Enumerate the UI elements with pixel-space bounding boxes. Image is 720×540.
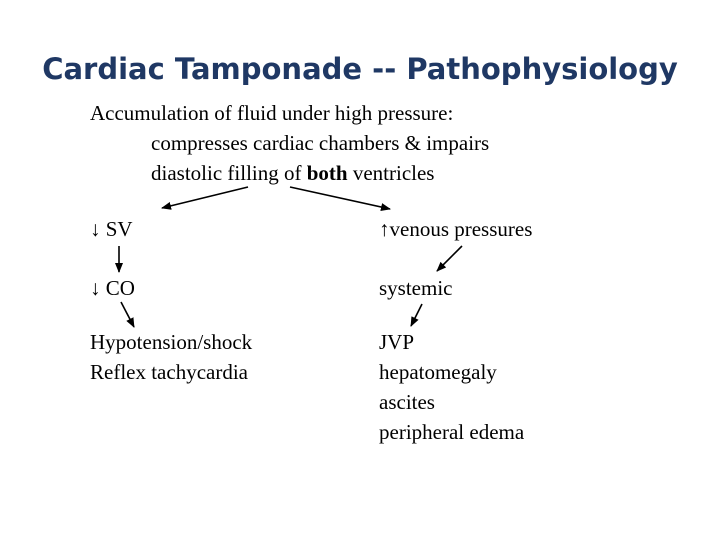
intro-line-2: compresses cardiac chambers & impairs (151, 131, 490, 155)
effect-hypotension: Hypotension/shock (90, 330, 253, 354)
down-arrow-icon: ↓ (90, 276, 101, 300)
arrow-systemic-to-effects (411, 304, 422, 326)
venous-label: venous pressures (389, 217, 533, 241)
effect-hepatomegaly: hepatomegaly (379, 360, 497, 384)
systemic-node: systemic (379, 276, 453, 300)
emphasis-both: both (306, 161, 348, 185)
arrow-co-to-effects (121, 302, 134, 327)
effect-ascites: ascites (379, 390, 435, 414)
effect-tachycardia: Reflex tachycardia (90, 360, 248, 384)
intro-line-3: diastolic filling of both ventricles (151, 161, 435, 185)
co-label: CO (105, 276, 135, 300)
up-arrow-icon: ↑ (379, 217, 390, 241)
arrow-to-venous (290, 187, 390, 209)
arrow-venous-to-systemic (437, 246, 462, 271)
down-arrow-icon: ↓ (90, 217, 101, 241)
effect-peripheral-edema: peripheral edema (379, 420, 525, 444)
sv-label: SV (105, 217, 133, 241)
slide-title: Cardiac Tamponade -- Pathophysiology (42, 52, 678, 86)
effect-jvp: JVP (379, 330, 415, 354)
intro-line-1: Accumulation of fluid under high pressure: (90, 101, 454, 125)
arrow-to-sv (162, 187, 248, 208)
